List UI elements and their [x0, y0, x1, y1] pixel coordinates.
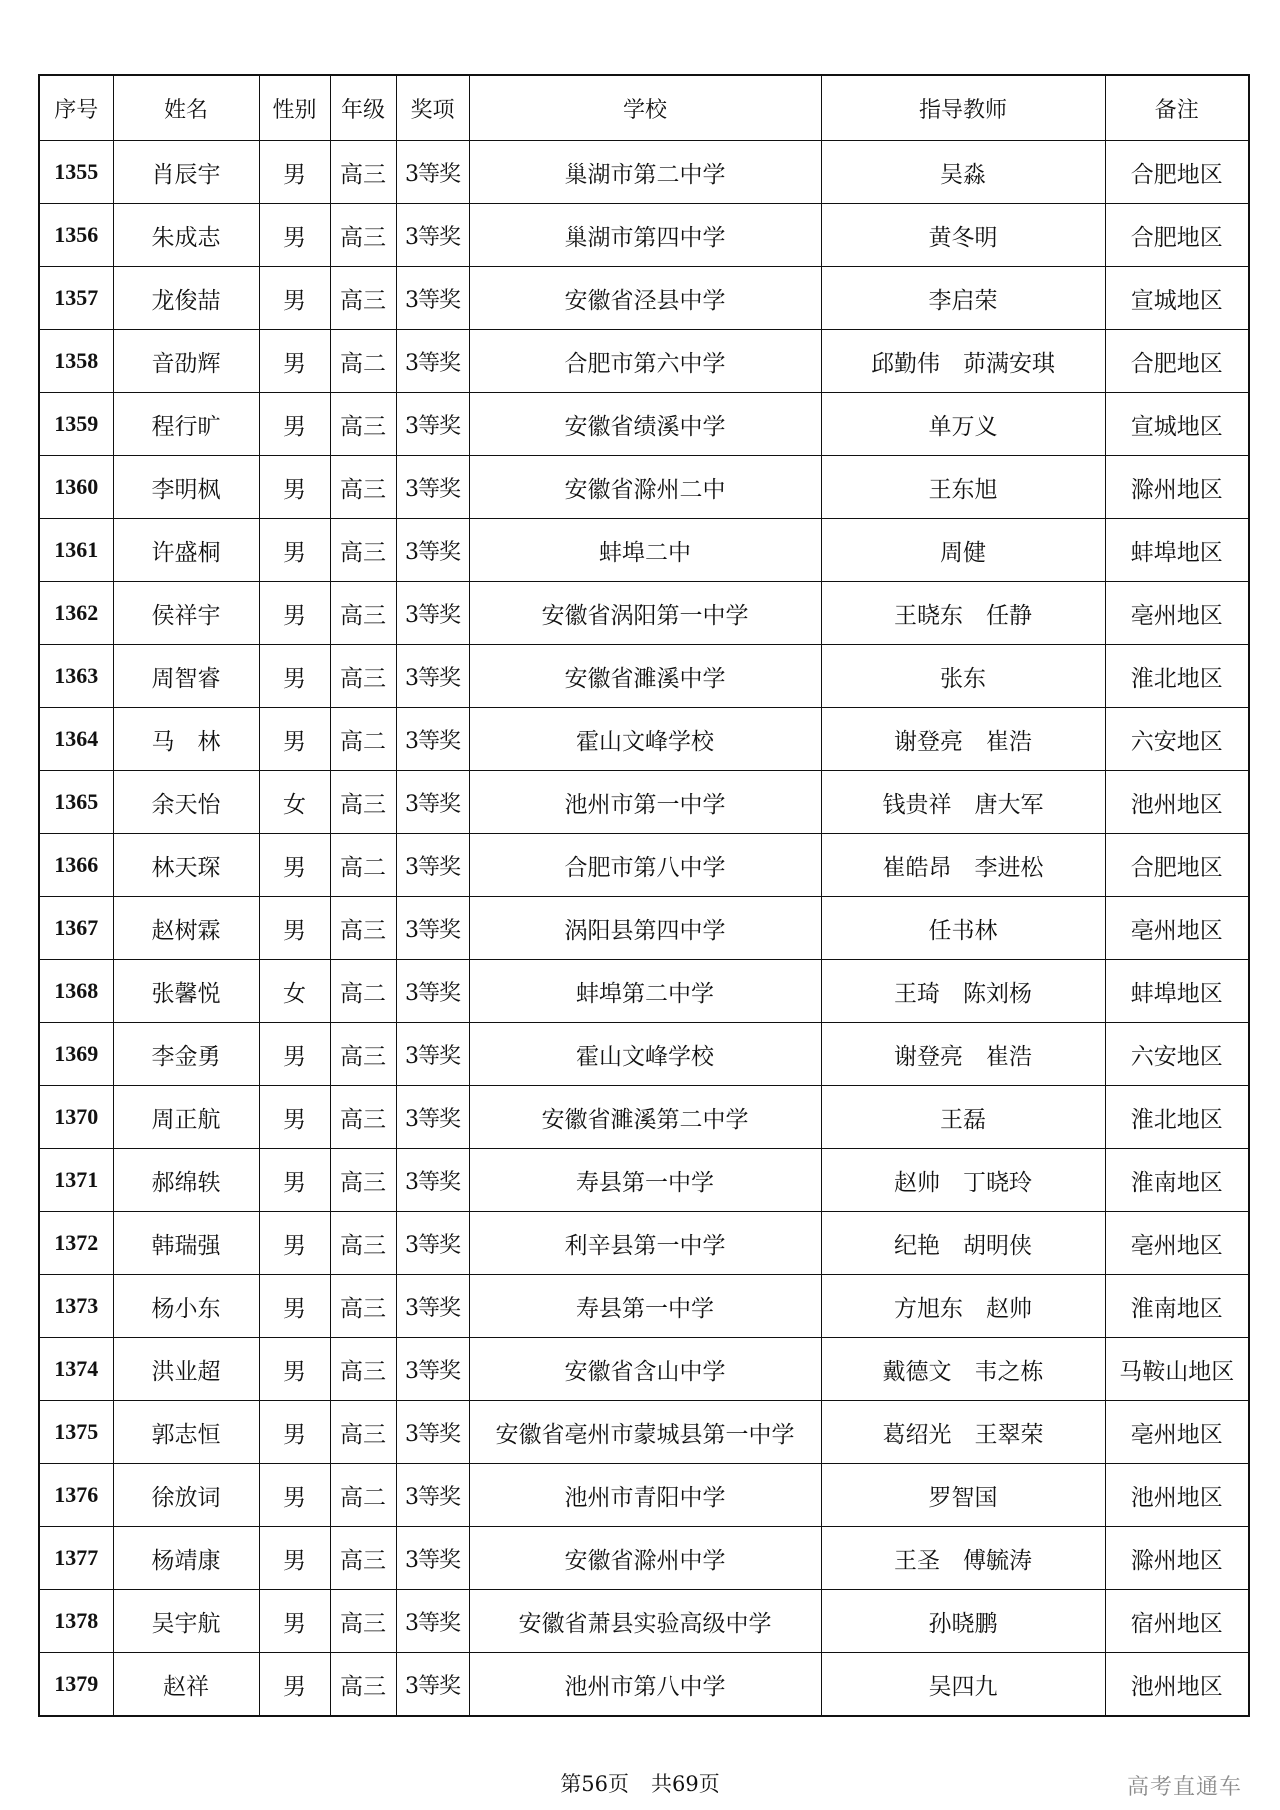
cell-grade: 高三 — [330, 1212, 396, 1275]
cell-seq: 1357 — [39, 267, 113, 330]
cell-grade: 高二 — [330, 1464, 396, 1527]
cell-name: 徐放词 — [113, 1464, 259, 1527]
cell-advisor: 葛绍光 王翠荣 — [821, 1401, 1105, 1464]
cell-name: 杨小东 — [113, 1275, 259, 1338]
table-row — [39, 1023, 1249, 1086]
header-advisor: 指导教师 — [821, 75, 1105, 141]
cell-advisor: 周健 — [821, 519, 1105, 582]
cell-award: 3等奖 — [396, 582, 469, 645]
cell-award: 3等奖 — [396, 1464, 469, 1527]
cell-school: 安徽省濉溪第二中学 — [469, 1086, 821, 1149]
cell-grade: 高三 — [330, 1653, 396, 1717]
cell-remark: 六安地区 — [1105, 708, 1249, 771]
cell-award: 3等奖 — [396, 1149, 469, 1212]
cell-name: 李明枫 — [113, 456, 259, 519]
cell-grade: 高三 — [330, 1023, 396, 1086]
cell-remark: 滁州地区 — [1105, 1527, 1249, 1590]
cell-name: 程行旷 — [113, 393, 259, 456]
cell-award: 3等奖 — [396, 519, 469, 582]
cell-seq: 1369 — [39, 1023, 113, 1086]
cell-seq: 1376 — [39, 1464, 113, 1527]
cell-gender: 男 — [259, 582, 330, 645]
watermark: 高考直通车 — [1126, 1775, 1242, 1800]
cell-seq: 1355 — [39, 141, 113, 204]
cell-name: 音劭辉 — [113, 330, 259, 393]
cell-seq: 1362 — [39, 582, 113, 645]
cell-award: 3等奖 — [396, 1590, 469, 1653]
cell-remark: 亳州地区 — [1105, 582, 1249, 645]
cell-school: 合肥市第八中学 — [469, 834, 821, 897]
cell-name: 余天怡 — [113, 771, 259, 834]
cell-seq: 1375 — [39, 1401, 113, 1464]
table-row — [39, 645, 1249, 708]
cell-advisor: 王琦 陈刘杨 — [821, 960, 1105, 1023]
cell-award: 3等奖 — [396, 1338, 469, 1401]
cell-seq: 1356 — [39, 204, 113, 267]
cell-seq: 1378 — [39, 1590, 113, 1653]
table-row — [39, 519, 1249, 582]
cell-advisor: 谢登亮 崔浩 — [821, 708, 1105, 771]
cell-school: 安徽省涡阳第一中学 — [469, 582, 821, 645]
cell-award: 3等奖 — [396, 330, 469, 393]
cell-advisor: 吴四九 — [821, 1653, 1105, 1717]
cell-gender: 男 — [259, 267, 330, 330]
table-row — [39, 897, 1249, 960]
table-row — [39, 204, 1249, 267]
cell-name: 许盛桐 — [113, 519, 259, 582]
cell-advisor: 赵帅 丁晓玲 — [821, 1149, 1105, 1212]
cell-remark: 淮南地区 — [1105, 1275, 1249, 1338]
cell-seq: 1372 — [39, 1212, 113, 1275]
table-row — [39, 834, 1249, 897]
cell-award: 3等奖 — [396, 960, 469, 1023]
cell-award: 3等奖 — [396, 834, 469, 897]
cell-seq: 1366 — [39, 834, 113, 897]
cell-advisor: 戴德文 韦之栋 — [821, 1338, 1105, 1401]
cell-grade: 高二 — [330, 834, 396, 897]
cell-name: 赵祥 — [113, 1653, 259, 1717]
cell-grade: 高二 — [330, 330, 396, 393]
table-row — [39, 1527, 1249, 1590]
cell-award: 3等奖 — [396, 645, 469, 708]
header-gender: 性别 — [259, 75, 330, 141]
cell-grade: 高二 — [330, 960, 396, 1023]
cell-advisor: 王晓东 任静 — [821, 582, 1105, 645]
table-row — [39, 1653, 1249, 1717]
cell-name: 侯祥宇 — [113, 582, 259, 645]
cell-name: 林天琛 — [113, 834, 259, 897]
header-school: 学校 — [469, 75, 821, 141]
cell-name: 赵树霖 — [113, 897, 259, 960]
cell-grade: 高三 — [330, 204, 396, 267]
cell-school: 安徽省含山中学 — [469, 1338, 821, 1401]
cell-remark: 合肥地区 — [1105, 204, 1249, 267]
cell-remark: 六安地区 — [1105, 1023, 1249, 1086]
cell-advisor: 崔皓昂 李进松 — [821, 834, 1105, 897]
cell-school: 安徽省亳州市蒙城县第一中学 — [469, 1401, 821, 1464]
cell-gender: 男 — [259, 834, 330, 897]
cell-grade: 高三 — [330, 141, 396, 204]
table-row — [39, 267, 1249, 330]
cell-seq: 1361 — [39, 519, 113, 582]
cell-gender: 男 — [259, 1464, 330, 1527]
cell-gender: 男 — [259, 1149, 330, 1212]
table-row — [39, 1275, 1249, 1338]
cell-name: 韩瑞强 — [113, 1212, 259, 1275]
cell-seq: 1367 — [39, 897, 113, 960]
cell-grade: 高三 — [330, 582, 396, 645]
cell-school: 涡阳县第四中学 — [469, 897, 821, 960]
cell-advisor: 纪艳 胡明侠 — [821, 1212, 1105, 1275]
cell-grade: 高三 — [330, 771, 396, 834]
cell-seq: 1371 — [39, 1149, 113, 1212]
cell-name: 朱成志 — [113, 204, 259, 267]
cell-award: 3等奖 — [396, 141, 469, 204]
cell-seq: 1370 — [39, 1086, 113, 1149]
table-row — [39, 582, 1249, 645]
cell-advisor: 王东旭 — [821, 456, 1105, 519]
cell-seq: 1377 — [39, 1527, 113, 1590]
cell-seq: 1363 — [39, 645, 113, 708]
cell-grade: 高三 — [330, 1086, 396, 1149]
cell-school: 池州市第一中学 — [469, 771, 821, 834]
cell-gender: 男 — [259, 1086, 330, 1149]
cell-school: 合肥市第六中学 — [469, 330, 821, 393]
cell-gender: 男 — [259, 1275, 330, 1338]
cell-school: 安徽省滁州二中 — [469, 456, 821, 519]
cell-remark: 淮北地区 — [1105, 645, 1249, 708]
cell-school: 巢湖市第四中学 — [469, 204, 821, 267]
cell-gender: 男 — [259, 897, 330, 960]
cell-grade: 高三 — [330, 1149, 396, 1212]
cell-seq: 1364 — [39, 708, 113, 771]
cell-grade: 高三 — [330, 1590, 396, 1653]
cell-remark: 蚌埠地区 — [1105, 519, 1249, 582]
cell-school: 利辛县第一中学 — [469, 1212, 821, 1275]
cell-award: 3等奖 — [396, 1086, 469, 1149]
cell-gender: 男 — [259, 1338, 330, 1401]
award-table — [38, 74, 1250, 1717]
cell-school: 安徽省泾县中学 — [469, 267, 821, 330]
cell-grade: 高三 — [330, 393, 396, 456]
cell-remark: 滁州地区 — [1105, 456, 1249, 519]
cell-advisor: 孙晓鹏 — [821, 1590, 1105, 1653]
table-header-row — [39, 75, 1249, 141]
cell-grade: 高二 — [330, 708, 396, 771]
cell-seq: 1359 — [39, 393, 113, 456]
cell-award: 3等奖 — [396, 1212, 469, 1275]
cell-advisor: 罗智国 — [821, 1464, 1105, 1527]
cell-grade: 高三 — [330, 1401, 396, 1464]
cell-seq: 1365 — [39, 771, 113, 834]
table-row — [39, 456, 1249, 519]
cell-gender: 男 — [259, 1212, 330, 1275]
table-row — [39, 141, 1249, 204]
cell-school: 霍山文峰学校 — [469, 1023, 821, 1086]
cell-name: 马 林 — [113, 708, 259, 771]
table-row — [39, 1212, 1249, 1275]
cell-advisor: 谢登亮 崔浩 — [821, 1023, 1105, 1086]
cell-award: 3等奖 — [396, 267, 469, 330]
table-row — [39, 1149, 1249, 1212]
cell-gender: 男 — [259, 1023, 330, 1086]
cell-grade: 高三 — [330, 456, 396, 519]
cell-remark: 宿州地区 — [1105, 1590, 1249, 1653]
cell-award: 3等奖 — [396, 393, 469, 456]
cell-gender: 男 — [259, 519, 330, 582]
header-award: 奖项 — [396, 75, 469, 141]
cell-school: 池州市第八中学 — [469, 1653, 821, 1717]
table-row — [39, 771, 1249, 834]
cell-advisor: 王圣 傅毓涛 — [821, 1527, 1105, 1590]
cell-gender: 男 — [259, 1653, 330, 1717]
cell-gender: 男 — [259, 393, 330, 456]
table-row — [39, 708, 1249, 771]
cell-school: 池州市青阳中学 — [469, 1464, 821, 1527]
table-row — [39, 393, 1249, 456]
table-row — [39, 1086, 1249, 1149]
cell-remark: 淮南地区 — [1105, 1149, 1249, 1212]
cell-school: 巢湖市第二中学 — [469, 141, 821, 204]
cell-advisor: 方旭东 赵帅 — [821, 1275, 1105, 1338]
cell-advisor: 黄冬明 — [821, 204, 1105, 267]
cell-remark: 合肥地区 — [1105, 141, 1249, 204]
cell-grade: 高三 — [330, 519, 396, 582]
cell-advisor: 邱勤伟 茆满安琪 — [821, 330, 1105, 393]
cell-school: 霍山文峰学校 — [469, 708, 821, 771]
cell-name: 张馨悦 — [113, 960, 259, 1023]
cell-grade: 高三 — [330, 1527, 396, 1590]
cell-remark: 蚌埠地区 — [1105, 960, 1249, 1023]
cell-gender: 男 — [259, 330, 330, 393]
cell-gender: 男 — [259, 204, 330, 267]
cell-seq: 1360 — [39, 456, 113, 519]
cell-name: 龙俊喆 — [113, 267, 259, 330]
cell-advisor: 吴淼 — [821, 141, 1105, 204]
cell-remark: 马鞍山地区 — [1105, 1338, 1249, 1401]
cell-name: 周正航 — [113, 1086, 259, 1149]
cell-name: 郝绵轶 — [113, 1149, 259, 1212]
cell-award: 3等奖 — [396, 1023, 469, 1086]
cell-seq: 1373 — [39, 1275, 113, 1338]
table-row — [39, 1401, 1249, 1464]
cell-gender: 男 — [259, 1401, 330, 1464]
page-number: 第56页 — [560, 1772, 629, 1796]
cell-name: 李金勇 — [113, 1023, 259, 1086]
page-total: 共69页 — [651, 1772, 720, 1796]
cell-gender: 男 — [259, 1527, 330, 1590]
cell-grade: 高三 — [330, 267, 396, 330]
cell-award: 3等奖 — [396, 1653, 469, 1717]
cell-award: 3等奖 — [396, 1275, 469, 1338]
cell-award: 3等奖 — [396, 1401, 469, 1464]
cell-award: 3等奖 — [396, 204, 469, 267]
table-row — [39, 1338, 1249, 1401]
cell-school: 蚌埠二中 — [469, 519, 821, 582]
cell-school: 安徽省萧县实验高级中学 — [469, 1590, 821, 1653]
cell-name: 郭志恒 — [113, 1401, 259, 1464]
cell-remark: 淮北地区 — [1105, 1086, 1249, 1149]
cell-award: 3等奖 — [396, 708, 469, 771]
table-row — [39, 330, 1249, 393]
cell-name: 洪业超 — [113, 1338, 259, 1401]
cell-name: 吴宇航 — [113, 1590, 259, 1653]
cell-remark: 亳州地区 — [1105, 1212, 1249, 1275]
cell-remark: 宣城地区 — [1105, 267, 1249, 330]
header-name: 姓名 — [113, 75, 259, 141]
cell-school: 蚌埠第二中学 — [469, 960, 821, 1023]
cell-remark: 宣城地区 — [1105, 393, 1249, 456]
cell-grade: 高三 — [330, 1338, 396, 1401]
cell-remark: 亳州地区 — [1105, 1401, 1249, 1464]
table-row — [39, 1464, 1249, 1527]
header-remark: 备注 — [1105, 75, 1249, 141]
cell-gender: 女 — [259, 960, 330, 1023]
header-grade: 年级 — [330, 75, 396, 141]
cell-remark: 池州地区 — [1105, 1653, 1249, 1717]
cell-advisor: 李启荣 — [821, 267, 1105, 330]
cell-award: 3等奖 — [396, 771, 469, 834]
cell-advisor: 王磊 — [821, 1086, 1105, 1149]
cell-name: 肖辰宇 — [113, 141, 259, 204]
cell-advisor: 单万义 — [821, 393, 1105, 456]
cell-advisor: 任书林 — [821, 897, 1105, 960]
cell-grade: 高三 — [330, 897, 396, 960]
cell-gender: 男 — [259, 456, 330, 519]
cell-school: 安徽省濉溪中学 — [469, 645, 821, 708]
cell-seq: 1379 — [39, 1653, 113, 1717]
cell-advisor: 张东 — [821, 645, 1105, 708]
table-body — [39, 141, 1249, 1717]
cell-gender: 女 — [259, 771, 330, 834]
cell-remark: 池州地区 — [1105, 1464, 1249, 1527]
table-row — [39, 960, 1249, 1023]
cell-seq: 1368 — [39, 960, 113, 1023]
cell-award: 3等奖 — [396, 897, 469, 960]
table-row — [39, 1590, 1249, 1653]
page-footer — [0, 1768, 1280, 1798]
cell-school: 寿县第一中学 — [469, 1149, 821, 1212]
cell-seq: 1374 — [39, 1338, 113, 1401]
cell-school: 安徽省滁州中学 — [469, 1527, 821, 1590]
cell-remark: 池州地区 — [1105, 771, 1249, 834]
cell-gender: 男 — [259, 1590, 330, 1653]
cell-award: 3等奖 — [396, 456, 469, 519]
cell-remark: 亳州地区 — [1105, 897, 1249, 960]
cell-remark: 合肥地区 — [1105, 834, 1249, 897]
cell-grade: 高三 — [330, 645, 396, 708]
cell-school: 寿县第一中学 — [469, 1275, 821, 1338]
cell-advisor: 钱贵祥 唐大军 — [821, 771, 1105, 834]
header-seq: 序号 — [39, 75, 113, 141]
cell-gender: 男 — [259, 141, 330, 204]
cell-award: 3等奖 — [396, 1527, 469, 1590]
cell-school: 安徽省绩溪中学 — [469, 393, 821, 456]
cell-seq: 1358 — [39, 330, 113, 393]
cell-gender: 男 — [259, 708, 330, 771]
cell-name: 周智睿 — [113, 645, 259, 708]
cell-name: 杨靖康 — [113, 1527, 259, 1590]
cell-gender: 男 — [259, 645, 330, 708]
cell-remark: 合肥地区 — [1105, 330, 1249, 393]
cell-grade: 高三 — [330, 1275, 396, 1338]
